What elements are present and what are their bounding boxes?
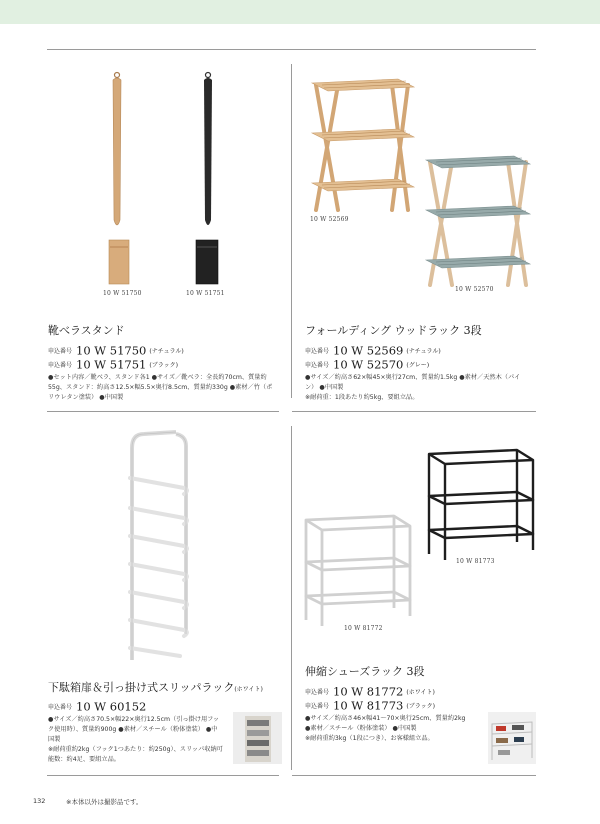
desc-line: リウレタン塗装） ●中国製 <box>48 394 124 401</box>
desc-line: ●セット内容／靴べラ、スタンド各1 ●サイズ／靴べラ：全長約70cm、質量約 <box>48 374 267 381</box>
order-number: 10 W 81772 <box>333 684 404 699</box>
order-number-label: 申込番号 <box>305 689 330 696</box>
order-number: 10 W 81773 <box>333 698 404 713</box>
product-description <box>305 373 543 403</box>
color-variant: (ナチュラル) <box>406 348 441 355</box>
order-number-label: 申込番号 <box>305 362 330 369</box>
desc-line: ●サイズ／約高さ62×幅45×奥行27cm、質量約1.5kg ●素材／天然木（パイ <box>305 374 521 381</box>
image-label-2: 10 W 81772 <box>344 625 383 632</box>
desc-line: ●素材／スチール（粉体塗装） ●中国製 <box>305 725 417 732</box>
slipper-rack-image <box>120 428 200 668</box>
order-number: 10 W 60152 <box>76 699 147 714</box>
shoe-rack-white-image <box>300 508 416 624</box>
color-variant: (ナチュラル) <box>149 348 184 355</box>
desc-line: ※耐荷重約2kg（フック1つあたり：約250g）、スリッパ収納可 <box>48 746 223 753</box>
order-number-label: 申込番号 <box>305 703 330 710</box>
order-number: 10 W 52569 <box>333 343 404 358</box>
color-variant: (ブラック) <box>149 362 178 369</box>
product-number-row <box>48 354 178 373</box>
wood-rack-gray-image <box>422 150 538 290</box>
desc-line: ン） ●中国製 <box>305 384 344 391</box>
desc-line: 国製 <box>48 736 61 743</box>
color-variant: (ホワイト) <box>406 689 435 696</box>
page-number: 132 <box>33 797 46 805</box>
desc-line: ※耐荷重約3kg（1段につき）、お客様組立品。 <box>305 735 434 742</box>
image-label-2: 10 W 52570 <box>455 286 494 293</box>
bottom-rule-left <box>47 775 279 776</box>
image-label-2: 10 W 51751 <box>186 290 225 297</box>
order-number: 10 W 51751 <box>76 357 147 372</box>
product-number-row <box>48 696 146 715</box>
shoe-rack-black-image <box>423 442 539 558</box>
middle-rule-left <box>47 411 279 412</box>
desc-line: ク使用時）、質量約900g ●素材／スチール（粉体塗装） ●中 <box>48 726 218 733</box>
product-title: 靴べラスタンド <box>48 324 125 337</box>
usage-photo <box>488 712 536 764</box>
order-number: 10 W 51750 <box>76 343 147 358</box>
order-number-label: 申込番号 <box>305 348 330 355</box>
wood-rack-natural-image <box>308 75 420 215</box>
shoehorn-black-image <box>190 70 230 290</box>
color-variant: (ホワイト) <box>234 686 263 693</box>
desc-line: ●サイズ／約高さ46×幅41～70×奥行25cm、質量約2kg <box>305 715 466 722</box>
footer-note: ※本体以外は撮影品です。 <box>66 798 143 806</box>
image-label-1: 10 W 81773 <box>456 558 495 565</box>
order-number: 10 W 52570 <box>333 357 404 372</box>
desc-line: 能数：約4足、要組立品。 <box>48 756 120 763</box>
product-title <box>48 679 263 695</box>
usage-photo <box>233 712 282 764</box>
top-rule <box>47 49 536 50</box>
shoehorn-natural-image <box>100 70 140 290</box>
order-number-label: 申込番号 <box>48 348 73 355</box>
order-number-label: 申込番号 <box>48 704 73 711</box>
column-divider-bottom <box>291 426 292 770</box>
middle-rule-right <box>292 411 536 412</box>
desc-line: ※耐荷重：1段あたり約5kg、要組立品。 <box>305 394 419 401</box>
color-variant: (ブラック) <box>406 703 435 710</box>
product-title-text: 下駄箱扉＆引っ掛け式スリッパラック <box>48 681 235 694</box>
desc-line: ●サイズ／約高さ70.5×幅22×奥行12.5cm（引っ掛け用フッ <box>48 716 220 723</box>
image-label-1: 10 W 51750 <box>103 290 142 297</box>
desc-line: 55g、スタンド：約高さ12.5×幅5.5×奥行8.5cm、質量約330g ●素材／竹（ポ <box>48 384 273 391</box>
product-description <box>48 715 228 765</box>
image-label-1: 10 W 52569 <box>310 216 349 223</box>
top-color-band <box>0 0 600 24</box>
color-variant: (グレー) <box>406 362 430 369</box>
product-number-row <box>305 695 435 714</box>
product-description <box>305 714 485 744</box>
product-title: フォールディング ウッドラック 3段 <box>305 324 482 337</box>
column-divider-top <box>291 64 292 398</box>
product-number-row <box>305 354 429 373</box>
product-description <box>48 373 284 403</box>
product-title: 伸縮シューズラック 3段 <box>305 665 425 678</box>
bottom-rule-right <box>292 775 536 776</box>
order-number-label: 申込番号 <box>48 362 73 369</box>
